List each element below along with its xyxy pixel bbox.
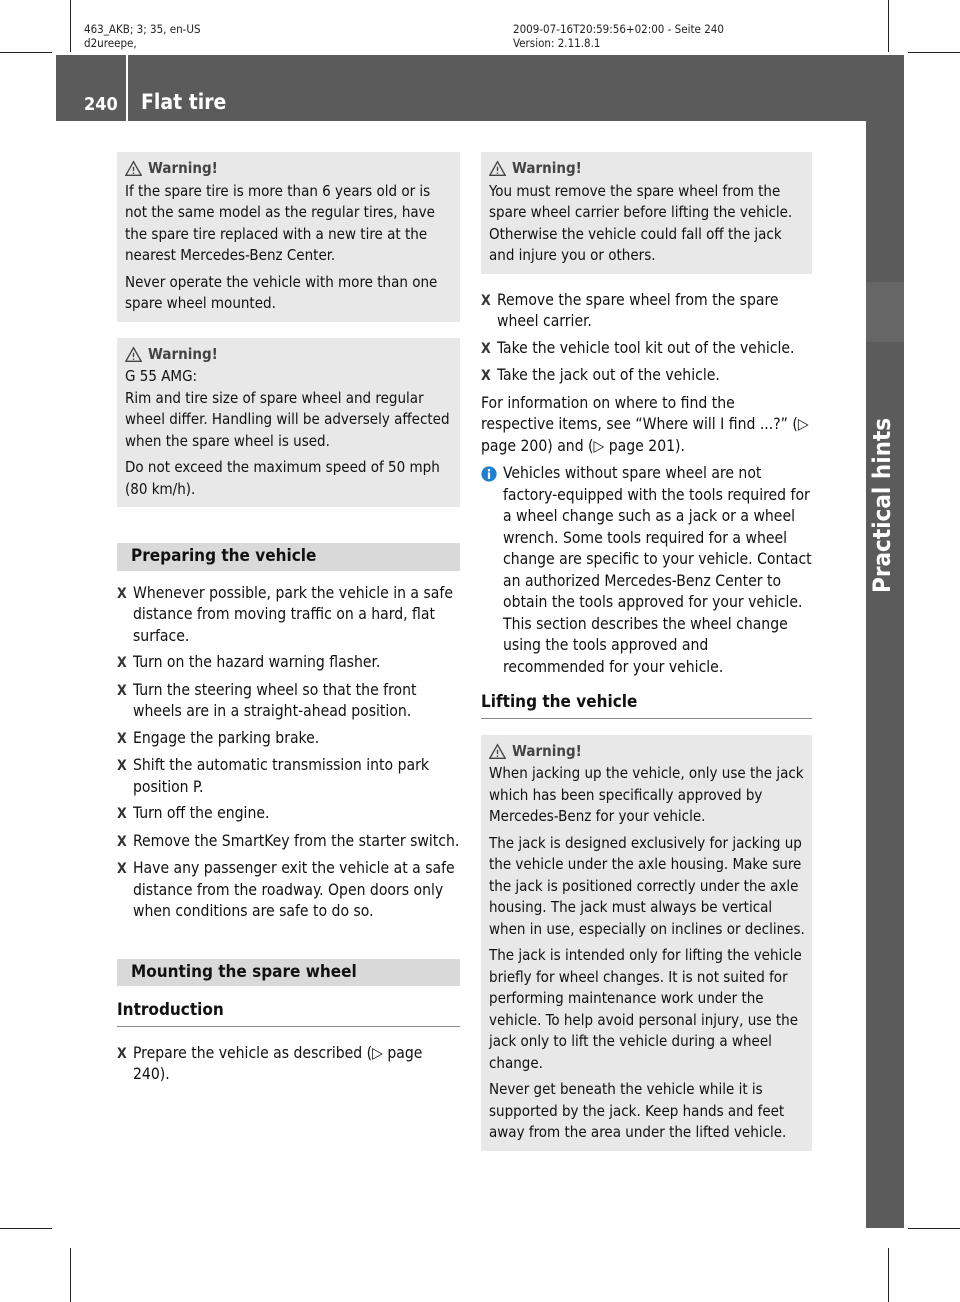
- section-title-preparing: Preparing the vehicle: [117, 543, 460, 571]
- step-arrow-icon: X: [481, 368, 491, 384]
- warning-title: Warning!: [148, 344, 218, 363]
- step-item: X Turn on the hazard warning flasher.: [117, 652, 460, 675]
- step-item: X Whenever possible, park the vehicle in a safe distance from moving traffic on a hard, flat surface.: [117, 583, 460, 648]
- subsection-title-lifting: Lifting the vehicle: [481, 692, 812, 719]
- side-tab-marker: [866, 282, 904, 342]
- warning-title: Warning!: [512, 741, 582, 760]
- step-arrow-icon: X: [117, 833, 127, 850]
- side-tab-label: Practical hints: [868, 417, 896, 593]
- warning-triangle-icon: [489, 160, 506, 177]
- step-arrow-icon: X: [117, 1045, 127, 1062]
- step-item: X Shift the automatic transmission into park position P.: [117, 755, 460, 798]
- right-column: [481, 152, 812, 1167]
- reference-paragraph: For information on where to find the respective items, see “Where will I find ...?” (▷ page 200) and (▷ page 201).: [481, 393, 809, 455]
- step-arrow-icon: X: [117, 730, 127, 747]
- section-title-mounting: Mounting the spare wheel: [117, 959, 460, 987]
- warning-text: G 55 AMG:: [125, 367, 198, 385]
- warning-text: Never get beneath the vehicle while it is supported by the jack. Keep hands and feet away from the area under the lifted vehicle.: [489, 1080, 787, 1141]
- crop-mark: [908, 1228, 960, 1229]
- warning-triangle-icon: [125, 346, 142, 363]
- left-column: [117, 152, 460, 1091]
- step-item: X Prepare the vehicle as described (▷ page 240).: [117, 1043, 460, 1086]
- warning-triangle-icon: [125, 160, 142, 177]
- warning-box: [117, 338, 460, 508]
- crop-mark: [0, 1228, 52, 1229]
- step-item: X Have any passenger exit the vehicle at a safe distance from the roadway. Open doors only when conditions are safe to do so.: [117, 858, 460, 923]
- step-arrow-icon: X: [117, 585, 127, 602]
- crop-mark: [0, 52, 52, 53]
- warning-text: The jack is designed exclusively for jacking up the vehicle under the axle housing. Make sure the jack is positioned correctly under the axle housing. The jack must always be vertical when in use, especially on inclines or declines.: [489, 833, 805, 938]
- info-icon: [481, 466, 497, 482]
- step-item: X Remove the spare wheel from the spare wheel carrier.: [481, 290, 812, 333]
- step-item: X Remove the SmartKey from the starter switch.: [117, 831, 460, 854]
- warning-box: [481, 152, 812, 274]
- print-meta-right: 2009-07-16T20:59:56+02:00 - Seite 240 Version: 2.11.8.1: [513, 22, 724, 50]
- step-arrow-icon: X: [117, 682, 127, 699]
- info-text: Vehicles without spare wheel are not factory-equipped with the tools required for a wheel change such as a jack or a wheel wrench. Some tools required for a wheel change are specific to your vehicle. Contact an authorized Mercedes-Benz Center to obtain the tools approved for your vehicle. This section describes the wheel change using the tools approved and recommended for your vehicle.: [503, 464, 812, 676]
- step-arrow-icon: X: [117, 806, 127, 822]
- warning-text: Do not exceed the maximum speed of 50 mph (80 km/h).: [125, 458, 440, 498]
- warning-text: You must remove the spare wheel from the spare wheel carrier before lifting the vehicle. Otherwise the vehicle could fall off the jack and injure you or others.: [489, 181, 793, 264]
- page-number: 240: [84, 94, 118, 115]
- info-note: [481, 463, 812, 678]
- step-item: X Take the vehicle tool kit out of the vehicle.: [481, 338, 812, 361]
- warning-text: Rim and tire size of spare wheel and regular wheel differ. Handling will be adversely affected when the spare wheel is used.: [125, 388, 450, 450]
- header-divider: [126, 55, 128, 121]
- page-title: Flat tire: [141, 90, 227, 114]
- step-arrow-icon: X: [481, 292, 491, 309]
- subsection-title-introduction: Introduction: [117, 1000, 460, 1027]
- step-arrow-icon: X: [117, 655, 127, 671]
- step-arrow-icon: X: [117, 861, 127, 877]
- step-item: X Turn the steering wheel so that the front wheels are in a straight-ahead position.: [117, 680, 460, 723]
- step-item: X Engage the parking brake.: [117, 728, 460, 751]
- warning-title: Warning!: [512, 159, 582, 177]
- crop-mark: [888, 0, 889, 52]
- warning-text: When jacking up the vehicle, only use the jack which has been specifically approved by Mercedes-Benz for your vehicle.: [489, 764, 804, 825]
- warning-triangle-icon: [489, 743, 506, 760]
- warning-text: If the spare tire is more than 6 years old or is not the same model as the regular tires, have the spare tire replaced with a new tire at the nearest Mercedes-Benz Center.: [125, 181, 435, 264]
- warning-box: [117, 152, 460, 322]
- print-meta-left: 463_AKB; 3; 35, en-US d2ureepe,: [84, 22, 201, 50]
- crop-mark: [70, 0, 71, 52]
- step-arrow-icon: X: [117, 758, 127, 774]
- crop-mark: [888, 1248, 889, 1302]
- step-item: X Turn off the engine.: [117, 803, 460, 826]
- warning-box: [481, 735, 812, 1151]
- crop-mark: [70, 1248, 71, 1302]
- crop-mark: [908, 52, 960, 53]
- warning-title: Warning!: [148, 159, 218, 177]
- warning-text: The jack is intended only for lifting the vehicle briefly for wheel changes. It is not suited for performing maintenance work under the vehicle. To help avoid personal injury, use the jack only to lift the vehicle during a wheel change.: [489, 946, 802, 1072]
- warning-text: Never operate the vehicle with more than one spare wheel mounted.: [125, 272, 438, 312]
- step-item: X Take the jack out of the vehicle.: [481, 365, 812, 388]
- step-arrow-icon: X: [481, 340, 491, 357]
